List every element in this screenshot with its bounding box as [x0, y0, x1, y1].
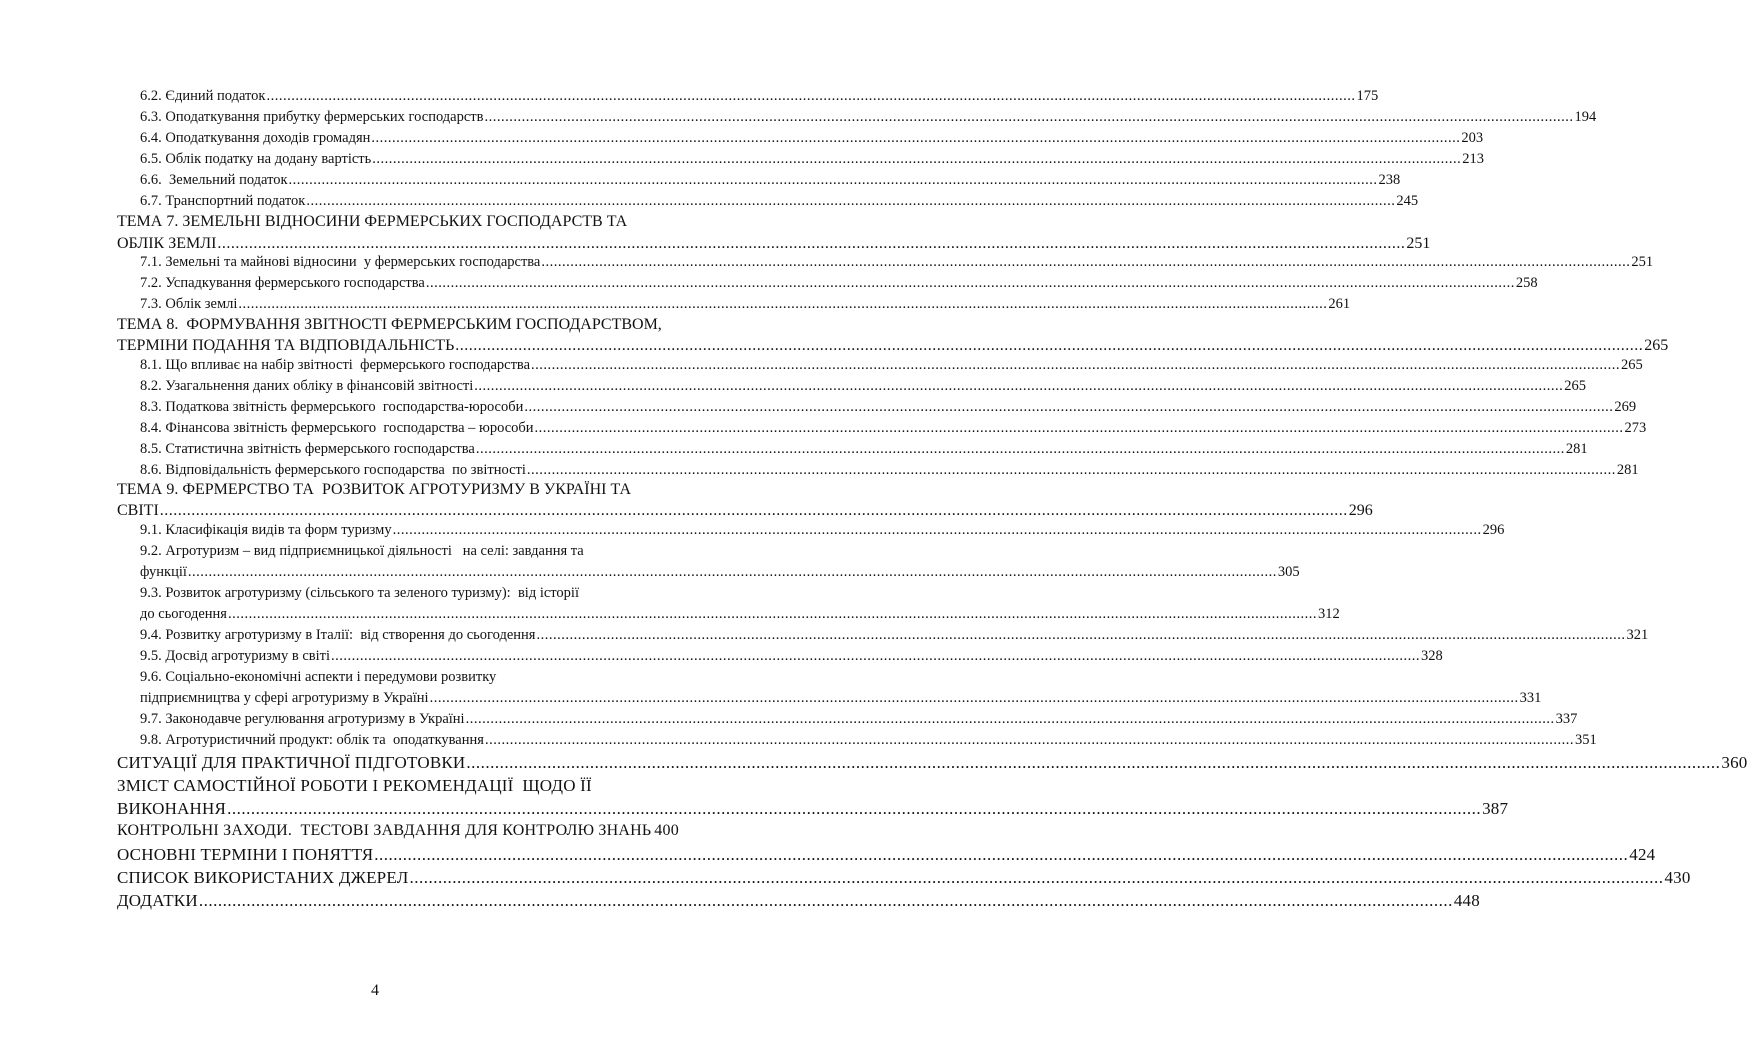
dot-leader	[429, 691, 1520, 706]
toc-entry-label: 8.5. Статистична звітність фермерського господарства	[140, 441, 475, 457]
dot-leader	[473, 379, 1564, 394]
toc-entry-label: 7.3. Облік землі	[140, 296, 238, 312]
toc-entry-page: 400	[654, 822, 679, 839]
dot-leader	[475, 442, 1566, 457]
toc-entry-label: КОНТРОЛЬНІ ЗАХОДИ. ТЕСТОВІ ЗАВДАННЯ ДЛЯ КОНТРОЛЮ ЗНАНЬ	[117, 822, 652, 839]
dot-leader	[408, 869, 1664, 886]
toc-entry-page: 430	[1664, 868, 1691, 887]
toc-entry-spysok-dzherel[interactable]	[117, 868, 1691, 887]
toc-entry-page: 321	[1626, 627, 1649, 643]
toc-entry-label: ВИКОНАННЯ	[117, 799, 227, 818]
toc-entry-label: 6.3. Оподаткування прибутку фермерських господарств	[140, 109, 484, 125]
toc-entry-8-6[interactable]	[140, 462, 1639, 478]
toc-entry-page: 305	[1277, 564, 1300, 580]
dot-leader	[305, 194, 1396, 209]
toc-entry-label: 8.4. Фінансова звітність фермерського господарства – юрособи	[140, 420, 534, 436]
toc-entry-7-1[interactable]	[140, 254, 1654, 270]
dot-leader	[216, 236, 1406, 252]
toc-entry-page: 203	[1461, 130, 1484, 146]
toc-entry-6-2[interactable]	[140, 88, 1379, 104]
toc-entry-page: 351	[1574, 732, 1597, 748]
toc-entry-page: 296	[1348, 502, 1373, 519]
toc-entry-page: 281	[1616, 462, 1639, 478]
toc-entry-page: 387	[1482, 799, 1509, 818]
toc-entry-page: 238	[1378, 172, 1401, 188]
dot-leader	[371, 152, 1462, 167]
toc-entry-page: 245	[1396, 193, 1419, 209]
toc-entry-page: 213	[1462, 151, 1485, 167]
toc-entry-zmist-line1: ЗМІСТ САМОСТІЙНОЇ РОБОТИ І РЕКОМЕНДАЦІЇ ЩОДО ЇЇ	[117, 776, 592, 795]
toc-entry-9-3[interactable]	[140, 606, 1340, 622]
toc-entry-page: 261	[1328, 296, 1351, 312]
toc-entry-page: 265	[1644, 337, 1669, 354]
toc-entry-label: 9.1. Класифікація видів та форм туризму	[140, 522, 392, 538]
toc-entry-page: 194	[1574, 109, 1597, 125]
dot-leader	[226, 800, 1482, 817]
toc-entry-page: 331	[1519, 690, 1542, 706]
toc-entry-label: підприємництва у сфері агротуризму в Україні	[140, 690, 429, 706]
toc-entry-label: 6.4. Оподаткування доходів громадян	[140, 130, 371, 146]
toc-entry-label: 9.8. Агротуристичний продукт: облік та оподаткування	[140, 732, 484, 748]
toc-entry-8-4[interactable]	[140, 420, 1647, 436]
dot-leader	[187, 565, 1278, 580]
dot-leader	[159, 503, 1349, 519]
toc-entry-label: функції	[140, 564, 187, 580]
dot-leader	[526, 463, 1617, 478]
dot-leader	[535, 628, 1626, 643]
toc-entry-label: 6.5. Облік податку на додану вартість	[140, 151, 372, 167]
dot-leader	[198, 892, 1454, 909]
toc-heading-tema-7[interactable]	[117, 235, 1431, 252]
toc-entry-page: 312	[1317, 606, 1340, 622]
toc-entry-8-2[interactable]	[140, 378, 1587, 394]
toc-entry-label: 7.1. Земельні та майнові відносини у фермерських господарства	[140, 254, 541, 270]
dot-leader	[530, 358, 1621, 373]
dot-leader	[392, 523, 1483, 538]
toc-entry-page: 424	[1629, 845, 1656, 864]
toc-entry-label: 9.5. Досвід агротуризму в світі	[140, 648, 331, 664]
toc-entry-label: 8.3. Податкова звітність фермерського господарства-юрособи	[140, 399, 524, 415]
dot-leader	[265, 89, 1356, 104]
toc-entry-label: ДОДАТКИ	[117, 891, 198, 910]
toc-entry-page: 251	[1406, 235, 1431, 252]
toc-entry-page: 251	[1631, 254, 1654, 270]
toc-entry-dodatky[interactable]	[117, 891, 1480, 910]
toc-entry-label: 6.2. Єдиний податок	[140, 88, 266, 104]
toc-heading-tema-7-line1: ТЕМА 7. ЗЕМЕЛЬНІ ВІДНОСИНИ ФЕРМЕРСЬКИХ ГОСПОДАРСТВ ТА	[117, 213, 628, 230]
toc-entry-label: до сьогодення	[140, 606, 227, 622]
toc-entry-label: 9.4. Розвитку агротуризму в Італії: від створення до сьогодення	[140, 627, 536, 643]
dot-leader	[534, 421, 1625, 436]
toc-entry-9-5[interactable]	[140, 648, 1443, 664]
dot-leader	[370, 131, 1461, 146]
toc-entry-page: 281	[1565, 441, 1588, 457]
dot-leader	[425, 276, 1516, 291]
toc-heading-tema-8-line1: ТЕМА 8. ФОРМУВАННЯ ЗВІТНОСТІ ФЕРМЕРСЬКИМ ГОСПОДАРСТВОМ,	[117, 316, 662, 333]
toc-entry-9-2-line1: 9.2. Агротуризм – вид підприємницької діяльності на селі: завдання та	[140, 543, 584, 559]
toc-entry-9-4[interactable]	[140, 627, 1649, 643]
toc-entry-9-2[interactable]	[140, 564, 1300, 580]
toc-entry-label: ОСНОВНІ ТЕРМІНИ І ПОНЯТТЯ	[117, 845, 374, 864]
toc-entry-label: ОБЛІК ЗЕМЛІ	[117, 235, 217, 252]
dot-leader	[227, 607, 1318, 622]
dot-leader	[237, 297, 1328, 312]
toc-entry-page: 265	[1564, 378, 1587, 394]
toc-entry-label: 8.1. Що впливає на набір звітності фермерського господарства	[140, 357, 531, 373]
toc-entry-sytuatsii[interactable]	[117, 753, 1748, 772]
toc-entry-label: 6.6. Земельний податок	[140, 172, 288, 188]
toc-entry-page: 273	[1624, 420, 1647, 436]
dot-leader	[373, 846, 1629, 863]
toc-entry-page: 265	[1621, 357, 1643, 373]
toc-heading-tema-9[interactable]	[117, 502, 1373, 519]
dot-leader	[454, 338, 1644, 354]
toc-entry-9-6[interactable]	[140, 690, 1542, 706]
toc-entry-page: 337	[1555, 711, 1578, 727]
toc-entry-page: 360	[1721, 753, 1748, 772]
toc-heading-tema-8[interactable]	[117, 337, 1669, 354]
toc-entry-9-6-line1: 9.6. Соціально-економічні аспекти і передумови розвитку	[140, 669, 497, 685]
toc-entry-9-1[interactable]	[140, 522, 1505, 538]
toc-entry-8-3[interactable]	[140, 399, 1637, 415]
dot-leader	[465, 754, 1721, 771]
toc-entry-9-3-line1: 9.3. Розвиток агротуризму (сільського та зеленого туризму): від історії	[140, 585, 579, 601]
toc-entry-7-2[interactable]	[140, 275, 1538, 291]
toc-entry-page: 175	[1356, 88, 1379, 104]
toc-entry-9-7[interactable]	[140, 711, 1578, 727]
toc-entry-6-5[interactable]	[140, 151, 1485, 167]
toc-entry-page: 258	[1515, 275, 1538, 291]
dot-leader	[483, 110, 1574, 125]
toc-entry-kontrolni-zakhody[interactable]	[117, 822, 679, 839]
toc-entry-page: 269	[1614, 399, 1637, 415]
toc-entry-6-6[interactable]	[140, 172, 1401, 188]
toc-heading-tema-9-line1: ТЕМА 9. ФЕРМЕРСТВО ТА РОЗВИТОК АГРОТУРИЗМУ В УКРАЇНІ ТА	[117, 481, 632, 498]
toc-entry-7-3[interactable]	[140, 296, 1351, 312]
toc-entry-page: 448	[1453, 891, 1480, 910]
dot-leader	[465, 712, 1556, 727]
page-number: 4	[371, 982, 379, 999]
dot-leader	[330, 649, 1421, 664]
toc-entry-label: 7.2. Успадкування фермерського господарства	[140, 275, 425, 291]
toc-entry-page: 296	[1482, 522, 1505, 538]
toc-entry-6-3[interactable]	[140, 109, 1597, 125]
toc-entry-label: 8.6. Відповідальність фермерського господарства по звітності	[140, 462, 526, 478]
toc-entry-page: 328	[1421, 648, 1443, 664]
toc-entry-6-4[interactable]	[140, 130, 1484, 146]
dot-leader	[523, 400, 1614, 415]
toc-entry-terminy[interactable]	[117, 845, 1656, 864]
toc-entry-label: 6.7. Транспортний податок	[140, 193, 306, 209]
toc-entry-zmist[interactable]	[117, 799, 1509, 818]
toc-entry-8-5[interactable]	[140, 441, 1588, 457]
dot-leader	[484, 733, 1575, 748]
toc-entry-label: 8.2. Узагальнення даних обліку в фінансовій звітності	[140, 378, 474, 394]
toc-entry-label: СИТУАЦІЇ ДЛЯ ПРАКТИЧНОЇ ПІДГОТОВКИ	[117, 753, 466, 772]
dot-leader	[540, 255, 1631, 270]
toc-entry-label: 9.7. Законодавче регулювання агротуризму в Україні	[140, 711, 465, 727]
toc-entry-label: СПИСОК ВИКОРИСТАНИХ ДЖЕРЕЛ	[117, 868, 409, 887]
dot-leader	[288, 173, 1379, 188]
toc-entry-9-8[interactable]	[140, 732, 1597, 748]
toc-entry-label: СВІТІ	[117, 502, 159, 519]
toc-entry-label: ТЕРМІНИ ПОДАННЯ ТА ВІДПОВІДАЛЬНІСТЬ	[117, 337, 455, 354]
toc-entry-6-7[interactable]	[140, 193, 1419, 209]
toc-entry-8-1[interactable]	[140, 357, 1643, 373]
